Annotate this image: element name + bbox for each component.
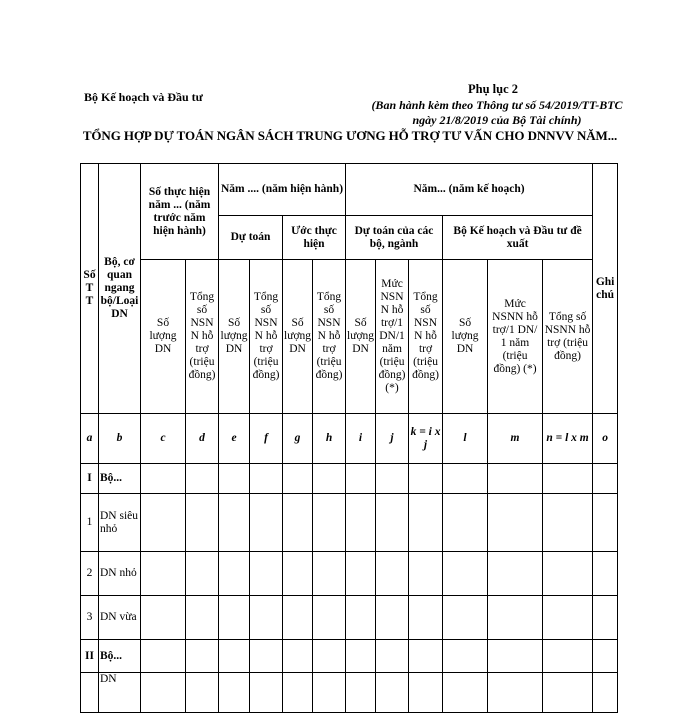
empty-cell — [250, 494, 283, 552]
table-row — [81, 673, 618, 713]
empty-cell — [593, 673, 618, 713]
empty-cell — [141, 494, 186, 552]
empty-cell — [186, 494, 219, 552]
empty-cell — [141, 640, 186, 673]
header-ministry-estimate: Dự toán của các bộ, ngành — [346, 216, 443, 260]
empty-cell — [186, 673, 219, 713]
code-cell: c — [141, 414, 186, 464]
empty-cell — [283, 552, 313, 596]
appendix-number: Phụ lục 2 — [468, 82, 519, 96]
row-stt: I — [81, 464, 99, 494]
empty-cell — [250, 552, 283, 596]
empty-cell — [443, 640, 488, 673]
row-stt — [81, 673, 99, 713]
empty-cell — [543, 552, 593, 596]
empty-cell — [346, 552, 376, 596]
empty-cell — [219, 596, 250, 640]
empty-cell — [219, 640, 250, 673]
header-estimate: Dự toán — [219, 216, 283, 260]
empty-cell — [283, 464, 313, 494]
empty-cell — [443, 673, 488, 713]
empty-cell — [186, 464, 219, 494]
code-cell: k = i x j — [409, 414, 443, 464]
code-cell: j — [376, 414, 409, 464]
row-name: DN vừa — [99, 596, 141, 640]
empty-cell — [141, 596, 186, 640]
code-cell: f — [250, 414, 283, 464]
code-cell: d — [186, 414, 219, 464]
table-row — [81, 494, 618, 552]
header-mpi-proposal: Bộ Kế hoạch và Đầu tư đề xuất — [443, 216, 593, 260]
header-total: Tổng số NSNN hỗ trợ (triệu đồng) — [186, 260, 219, 414]
empty-cell — [346, 494, 376, 552]
empty-cell — [593, 596, 618, 640]
empty-cell — [219, 464, 250, 494]
empty-cell — [219, 552, 250, 596]
row-stt: 1 — [81, 494, 99, 552]
empty-cell — [313, 494, 346, 552]
empty-cell — [346, 673, 376, 713]
header-rate: Mức NSNN hỗ trợ/1 DN/1 năm (triệu đồng) (*) — [376, 260, 409, 414]
empty-cell — [250, 673, 283, 713]
row-stt: II — [81, 640, 99, 673]
empty-cell — [409, 596, 443, 640]
header-count: Số lượng DN — [443, 260, 488, 414]
empty-cell — [488, 673, 543, 713]
empty-cell — [283, 673, 313, 713]
document-title: TỔNG HỢP DỰ TOÁN NGÂN SÁCH TRUNG ƯƠNG HỖ TRỢ TƯ VẤN CHO DNNVV NĂM... — [82, 128, 618, 143]
empty-cell — [250, 640, 283, 673]
empty-cell — [186, 640, 219, 673]
empty-cell — [593, 494, 618, 552]
empty-cell — [346, 640, 376, 673]
code-row — [81, 414, 618, 464]
empty-cell — [346, 464, 376, 494]
empty-cell — [488, 464, 543, 494]
empty-cell — [409, 494, 443, 552]
empty-cell — [283, 640, 313, 673]
header-total: Tổng số NSNN hỗ trợ (triệu đồng) — [250, 260, 283, 414]
empty-cell — [141, 464, 186, 494]
empty-cell — [186, 552, 219, 596]
header-stt: Số TT — [81, 164, 99, 414]
empty-cell — [313, 640, 346, 673]
row-stt: 2 — [81, 552, 99, 596]
empty-cell — [141, 552, 186, 596]
empty-cell — [409, 552, 443, 596]
code-cell: o — [593, 414, 618, 464]
empty-cell — [443, 552, 488, 596]
empty-cell — [409, 673, 443, 713]
header-count: Số lượng DN — [283, 260, 313, 414]
empty-cell — [543, 464, 593, 494]
header-total: Tổng số NSNN hỗ trợ (triệu đồng) — [313, 260, 346, 414]
code-cell: n = l x m — [543, 414, 593, 464]
empty-cell — [141, 673, 186, 713]
row-name: DN siêu nhỏ — [99, 494, 141, 552]
header-ministry: Bộ, cơ quan ngang bộ/Loại DN — [99, 164, 141, 414]
row-name: Bộ... — [99, 640, 141, 673]
empty-cell — [488, 640, 543, 673]
empty-cell — [313, 673, 346, 713]
table-row — [81, 640, 618, 673]
empty-cell — [593, 640, 618, 673]
empty-cell — [593, 552, 618, 596]
row-name: DN nhỏ — [99, 552, 141, 596]
empty-cell — [250, 464, 283, 494]
table-row — [81, 596, 618, 640]
empty-cell — [186, 596, 219, 640]
header-count: Số lượng DN — [346, 260, 376, 414]
empty-cell — [376, 552, 409, 596]
empty-cell — [543, 596, 593, 640]
empty-cell — [283, 494, 313, 552]
header-current-year: Năm .... (năm hiện hành) — [219, 164, 346, 216]
empty-cell — [219, 494, 250, 552]
budget-table — [80, 163, 618, 713]
code-cell: g — [283, 414, 313, 464]
code-cell: i — [346, 414, 376, 464]
empty-cell — [543, 640, 593, 673]
empty-cell — [376, 596, 409, 640]
table-row — [81, 552, 618, 596]
empty-cell — [543, 673, 593, 713]
header-total: Tổng số NSNN hỗ trợ (triệu đồng) — [409, 260, 443, 414]
empty-cell — [313, 596, 346, 640]
appendix-note: (Ban hành kèm theo Thông tư số 54/2019/TT-BTC ngày 21/8/2019 của Bộ Tài chính) — [371, 98, 623, 127]
empty-cell — [488, 596, 543, 640]
empty-cell — [376, 640, 409, 673]
row-name: Bộ... — [99, 464, 141, 494]
empty-cell — [376, 673, 409, 713]
empty-cell — [219, 673, 250, 713]
code-cell: l — [443, 414, 488, 464]
empty-cell — [409, 464, 443, 494]
ministry-name: Bộ Kế hoạch và Đầu tư — [84, 90, 203, 104]
header-prev-year: Số thực hiện năm ... (năm trước năm hiện hành) — [141, 164, 219, 260]
empty-cell — [346, 596, 376, 640]
empty-cell — [443, 464, 488, 494]
empty-cell — [443, 596, 488, 640]
table-row — [81, 464, 618, 494]
header-plan-year: Năm... (năm kế hoạch) — [346, 164, 593, 216]
header-note: Ghi chú — [593, 164, 618, 414]
empty-cell — [593, 464, 618, 494]
row-stt: 3 — [81, 596, 99, 640]
code-cell: e — [219, 414, 250, 464]
header-count: Số lượng DN — [141, 260, 186, 414]
empty-cell — [488, 552, 543, 596]
empty-cell — [543, 494, 593, 552]
row-name: DN — [99, 673, 141, 713]
header-rate: Mức NSNN hỗ trợ/1 DN/ 1 năm (triệu đồng) (*) — [488, 260, 543, 414]
empty-cell — [250, 596, 283, 640]
empty-cell — [376, 464, 409, 494]
code-cell: b — [99, 414, 141, 464]
code-cell: h — [313, 414, 346, 464]
empty-cell — [283, 596, 313, 640]
code-cell: a — [81, 414, 99, 464]
code-cell: m — [488, 414, 543, 464]
empty-cell — [313, 552, 346, 596]
empty-cell — [376, 494, 409, 552]
empty-cell — [313, 464, 346, 494]
header-total: Tổng số NSNN hỗ trợ (triệu đồng) — [543, 260, 593, 414]
header-expected: Ước thực hiện — [283, 216, 346, 260]
empty-cell — [409, 640, 443, 673]
header-count: Số lượng DN — [219, 260, 250, 414]
empty-cell — [443, 494, 488, 552]
empty-cell — [488, 494, 543, 552]
